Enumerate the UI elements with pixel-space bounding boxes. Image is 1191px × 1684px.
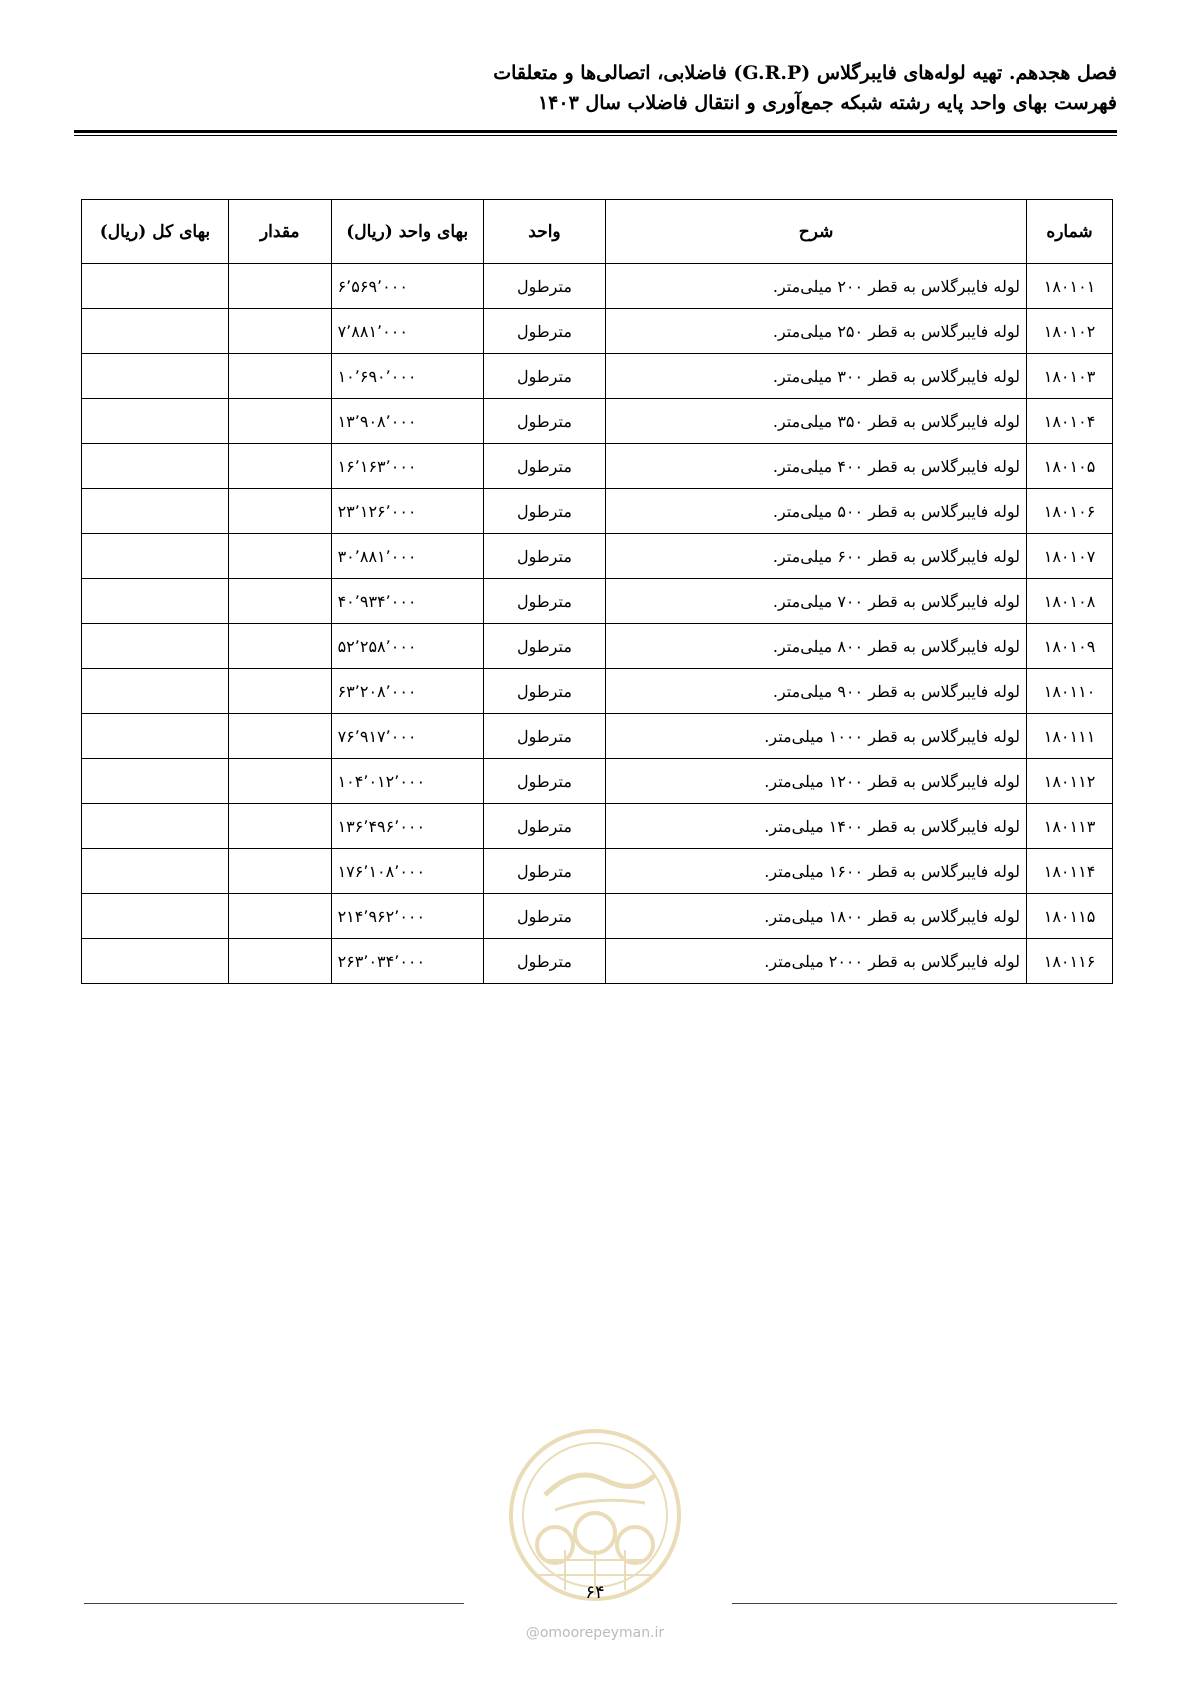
cell-number: ۱۸۰۱۱۴ [1027, 849, 1113, 894]
cell-quantity [228, 894, 331, 939]
footer-rule-right [732, 1603, 1117, 1604]
cell-total-price [82, 939, 229, 984]
cell-number: ۱۸۰۱۱۲ [1027, 759, 1113, 804]
table-row [82, 579, 1113, 624]
cell-quantity [228, 579, 331, 624]
cell-number: ۱۸۰۱۱۱ [1027, 714, 1113, 759]
cell-total-price [82, 579, 229, 624]
cell-description: لوله فایبرگلاس به قطر ۱۶۰۰ میلی‌متر. [606, 849, 1027, 894]
cell-total-price [82, 894, 229, 939]
cell-total-price [82, 489, 229, 534]
cell-total-price [82, 264, 229, 309]
table-row [82, 534, 1113, 579]
cell-description: لوله فایبرگلاس به قطر ۲۰۰۰ میلی‌متر. [606, 939, 1027, 984]
cell-unit: مترطول [483, 534, 605, 579]
cell-total-price [82, 309, 229, 354]
cell-quantity [228, 444, 331, 489]
cell-number: ۱۸۰۱۰۷ [1027, 534, 1113, 579]
cell-quantity [228, 714, 331, 759]
header-rule-thick [74, 130, 1117, 133]
cell-unit-price: ۱۳۶٬۴۹۶٬۰۰۰ [331, 804, 483, 849]
cell-quantity [228, 849, 331, 894]
cell-unit-price: ۳۰٬۸۸۱٬۰۰۰ [331, 534, 483, 579]
cell-unit: مترطول [483, 309, 605, 354]
cell-quantity [228, 264, 331, 309]
cell-unit: مترطول [483, 579, 605, 624]
cell-unit: مترطول [483, 444, 605, 489]
cell-total-price [82, 624, 229, 669]
cell-unit-price: ۲۳٬۱۲۶٬۰۰۰ [331, 489, 483, 534]
table-header-row [82, 200, 1113, 264]
cell-unit-price: ۶۳٬۲۰۸٬۰۰۰ [331, 669, 483, 714]
cell-number: ۱۸۰۱۰۴ [1027, 399, 1113, 444]
cell-description: لوله فایبرگلاس به قطر ۳۵۰ میلی‌متر. [606, 399, 1027, 444]
cell-unit-price: ۷٬۸۸۱٬۰۰۰ [331, 309, 483, 354]
table-row [82, 714, 1113, 759]
chapter-title: فصل هجدهم. تهیه لوله‌های فایبرگلاس (G.R.P) فاضلابی، اتصالی‌ها و متعلقات [493, 62, 1117, 84]
header-quantity: مقدار [228, 200, 331, 264]
cell-description: لوله فایبرگلاس به قطر ۱۸۰۰ میلی‌متر. [606, 894, 1027, 939]
cell-quantity [228, 624, 331, 669]
header-unit-price: بهای واحد (ریال) [331, 200, 483, 264]
cell-quantity [228, 804, 331, 849]
table-row [82, 489, 1113, 534]
cell-number: ۱۸۰۱۱۰ [1027, 669, 1113, 714]
cell-unit-price: ۶٬۵۶۹٬۰۰۰ [331, 264, 483, 309]
cell-total-price [82, 849, 229, 894]
cell-total-price [82, 714, 229, 759]
cell-description: لوله فایبرگلاس به قطر ۱۴۰۰ میلی‌متر. [606, 804, 1027, 849]
cell-unit: مترطول [483, 714, 605, 759]
cell-description: لوله فایبرگلاس به قطر ۹۰۰ میلی‌متر. [606, 669, 1027, 714]
cell-description: لوله فایبرگلاس به قطر ۱۰۰۰ میلی‌متر. [606, 714, 1027, 759]
cell-unit: مترطول [483, 894, 605, 939]
cell-number: ۱۸۰۱۰۸ [1027, 579, 1113, 624]
cell-unit: مترطول [483, 489, 605, 534]
cell-quantity [228, 354, 331, 399]
website-watermark: @omoorepeyman.ir [525, 1625, 665, 1641]
cell-unit-price: ۲۶۳٬۰۳۴٬۰۰۰ [331, 939, 483, 984]
cell-description: لوله فایبرگلاس به قطر ۷۰۰ میلی‌متر. [606, 579, 1027, 624]
cell-unit: مترطول [483, 849, 605, 894]
cell-unit-price: ۵۲٬۲۵۸٬۰۰۰ [331, 624, 483, 669]
table-row [82, 444, 1113, 489]
cell-number: ۱۸۰۱۰۹ [1027, 624, 1113, 669]
header-rule-thin [74, 135, 1117, 136]
watermark-logo [505, 1425, 685, 1605]
page-number: ۶۴ [585, 1582, 605, 1603]
cell-number: ۱۸۰۱۱۵ [1027, 894, 1113, 939]
header-unit: واحد [483, 200, 605, 264]
cell-total-price [82, 399, 229, 444]
cell-quantity [228, 939, 331, 984]
cell-number: ۱۸۰۱۰۲ [1027, 309, 1113, 354]
cell-unit: مترطول [483, 264, 605, 309]
table-row [82, 264, 1113, 309]
cell-total-price [82, 759, 229, 804]
cell-unit-price: ۷۶٬۹۱۷٬۰۰۰ [331, 714, 483, 759]
cell-quantity [228, 309, 331, 354]
table-row [82, 939, 1113, 984]
cell-number: ۱۸۰۱۱۳ [1027, 804, 1113, 849]
cell-number: ۱۸۰۱۰۶ [1027, 489, 1113, 534]
cell-unit-price: ۱۰۴٬۰۱۲٬۰۰۰ [331, 759, 483, 804]
cell-description: لوله فایبرگلاس به قطر ۵۰۰ میلی‌متر. [606, 489, 1027, 534]
cell-description: لوله فایبرگلاس به قطر ۸۰۰ میلی‌متر. [606, 624, 1027, 669]
cell-quantity [228, 669, 331, 714]
cell-quantity [228, 489, 331, 534]
table-row [82, 309, 1113, 354]
cell-quantity [228, 399, 331, 444]
table-row [82, 624, 1113, 669]
cell-description: لوله فایبرگلاس به قطر ۴۰۰ میلی‌متر. [606, 444, 1027, 489]
cell-unit-price: ۱۰٬۶۹۰٬۰۰۰ [331, 354, 483, 399]
cell-description: لوله فایبرگلاس به قطر ۳۰۰ میلی‌متر. [606, 354, 1027, 399]
cell-total-price [82, 354, 229, 399]
table-row [82, 849, 1113, 894]
cell-quantity [228, 759, 331, 804]
cell-number: ۱۸۰۱۰۱ [1027, 264, 1113, 309]
page-header [74, 58, 1117, 118]
footer-rule-left [84, 1603, 464, 1604]
table-row [82, 804, 1113, 849]
header-number: شماره [1027, 200, 1113, 264]
cell-total-price [82, 444, 229, 489]
table-row [82, 399, 1113, 444]
cell-unit-price: ۲۱۴٬۹۶۲٬۰۰۰ [331, 894, 483, 939]
list-title: فهرست بهای واحد پایه رشته شبکه جمع‌آوری و انتقال فاضلاب سال ۱۴۰۳ [537, 92, 1117, 114]
cell-number: ۱۸۰۱۰۵ [1027, 444, 1113, 489]
table-body [82, 264, 1113, 984]
header-total-price: بهای کل (ریال) [82, 200, 229, 264]
cell-description: لوله فایبرگلاس به قطر ۶۰۰ میلی‌متر. [606, 534, 1027, 579]
cell-total-price [82, 804, 229, 849]
cell-unit: مترطول [483, 624, 605, 669]
cell-number: ۱۸۰۱۱۶ [1027, 939, 1113, 984]
cell-unit: مترطول [483, 939, 605, 984]
cell-unit-price: ۱۷۶٬۱۰۸٬۰۰۰ [331, 849, 483, 894]
table-row [82, 669, 1113, 714]
cell-unit: مترطول [483, 354, 605, 399]
price-table [81, 199, 1113, 984]
cell-unit: مترطول [483, 399, 605, 444]
cell-description: لوله فایبرگلاس به قطر ۲۰۰ میلی‌متر. [606, 264, 1027, 309]
cell-description: لوله فایبرگلاس به قطر ۱۲۰۰ میلی‌متر. [606, 759, 1027, 804]
header-description: شرح [606, 200, 1027, 264]
table-row [82, 894, 1113, 939]
cell-unit: مترطول [483, 804, 605, 849]
cell-unit: مترطول [483, 669, 605, 714]
table-row [82, 354, 1113, 399]
table-row [82, 759, 1113, 804]
cell-number: ۱۸۰۱۰۳ [1027, 354, 1113, 399]
cell-description: لوله فایبرگلاس به قطر ۲۵۰ میلی‌متر. [606, 309, 1027, 354]
cell-unit-price: ۴۰٬۹۳۴٬۰۰۰ [331, 579, 483, 624]
cell-unit: مترطول [483, 759, 605, 804]
cell-total-price [82, 534, 229, 579]
cell-unit-price: ۱۳٬۹۰۸٬۰۰۰ [331, 399, 483, 444]
cell-unit-price: ۱۶٬۱۶۳٬۰۰۰ [331, 444, 483, 489]
cell-total-price [82, 669, 229, 714]
cell-quantity [228, 534, 331, 579]
